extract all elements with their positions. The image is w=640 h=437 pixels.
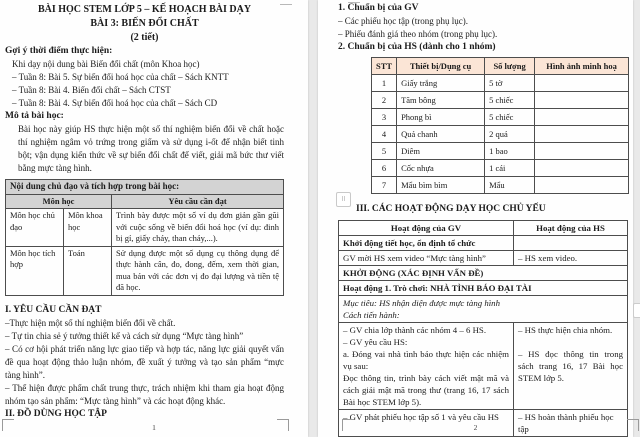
subject-type-cell: Môn học tích hợp: [6, 246, 64, 295]
doc-title-line1: BÀI HỌC STEM LỚP 5 – KẾ HOẠCH BÀI DẠY: [37, 4, 252, 15]
equipment-col-device: Thiết bị/Dụng cụ: [397, 58, 485, 75]
device-cell: Diêm: [397, 143, 485, 160]
table-row: [372, 126, 629, 143]
stt-cell: 1: [372, 75, 397, 92]
table-row: [372, 92, 629, 109]
qty-cell: Mẩu: [485, 177, 535, 194]
stt-cell: 2: [372, 92, 397, 109]
qty-cell: 1 cái: [485, 160, 535, 177]
equipment-table: [371, 57, 629, 194]
equipment-col-stt: STT: [372, 58, 397, 75]
activity-heading-cell: Hoạt động 1. Trò chơi: NHÀ TÌNH BÁO ĐẠI TÀI: [339, 281, 628, 296]
requirement-item: – Tự tin chia sẻ ý tưởng thiết kế và cách sử dụng “Mực tàng hình”: [5, 330, 244, 341]
description-heading: Mô tả bài học:: [5, 111, 64, 121]
device-cell: Giấy trắng: [397, 75, 485, 92]
device-cell: Mẩu bìm bìm: [397, 177, 485, 194]
objective-cell: [339, 296, 628, 323]
activities-col-gv: Hoạt động của GV: [339, 221, 514, 236]
objective-text: Mục tiêu: HS nhận diện được mực tàng hình: [343, 298, 500, 308]
device-cell: Phong bì: [397, 109, 485, 126]
comment-marker-button[interactable]: [633, 303, 640, 318]
content-integration-table: [5, 179, 284, 296]
prep-gv-item: – Các phiếu học tập (trong phụ lục).: [338, 16, 468, 26]
gv-step: a. Đóng vai nhà tình báo thực hiện các nhiệm vụ sau:: [343, 349, 509, 371]
stt-cell: 5: [372, 143, 397, 160]
table-row: [6, 246, 284, 295]
device-cell: Cốc nhựa: [397, 160, 485, 177]
steps-hs-cell: [514, 323, 628, 410]
gv-step: Đọc thông tin, trình bày cách viết mật mã và cách giải mật mã trong thư (trang 16, 17 sách Bài học STEM lớp 5).: [343, 373, 509, 407]
hint-heading: Gợi ý thời điểm thực hiện:: [5, 46, 113, 56]
hs-step: – HS đọc thông tin trong sách trang 16, 17 Bài học STEM lớp 5.: [518, 349, 623, 383]
document-page-1: [0, 0, 308, 437]
table-row: [372, 75, 629, 92]
qty-cell: 5 chiếc: [485, 92, 535, 109]
text-boundary-corner: [342, 419, 354, 431]
stt-cell: 7: [372, 177, 397, 194]
text-boundary-corner: [2, 419, 14, 431]
qty-cell: 5 tờ: [485, 75, 535, 92]
stt-cell: 3: [372, 109, 397, 126]
table-row: [339, 236, 628, 251]
qty-cell: 5 chiếc: [485, 109, 535, 126]
requirement-cell: Sử dụng được một số dụng cụ thông dụng để thực hành cân, đo, đong, đếm, xem thời gian, mua bán với các đơn vị đo đại lượng và tiền tệ đã học.: [112, 246, 284, 295]
activities-table: [338, 220, 628, 437]
content-table-col-requirement: Yêu cầu cần đạt: [112, 194, 284, 209]
stt-cell: 4: [372, 126, 397, 143]
subject-name-cell: Toán: [64, 246, 112, 295]
device-cell: Tăm bông: [397, 92, 485, 109]
steps-gv-cell: [339, 323, 514, 410]
hint-item: – Tuần 8: Bài 4. Sự biến đổi hoá học của chất – Sách CD: [12, 98, 218, 108]
video-gv-cell: GV mời HS xem video “Mực tàng hình”: [339, 251, 514, 266]
content-table-col-subject: Môn học: [6, 194, 112, 209]
table-row: [372, 143, 629, 160]
equipment-col-qty: Số lượng: [485, 58, 535, 75]
doc-title-line2: BÀI 3: BIẾN ĐỔI CHẤT: [90, 18, 199, 29]
page-number-2: 2: [473, 423, 478, 432]
subject-type-cell: Môn học chủ đạo: [6, 209, 64, 247]
requirement-item: – Thể hiện được phẩm chất trung thực, trách nhiệm khi tham gia hoạt động nhóm tạo sản phẩm: “Mực tàng hình” và các hoạt động khác.: [5, 382, 284, 406]
image-cell: [535, 92, 629, 109]
hint-item: – Tuần 8: Bài 5. Sự biến đổi hoá học của chất – Sách KNTT: [12, 72, 229, 82]
empty-cell: [514, 236, 628, 251]
prep-hs-heading: 2. Chuẩn bị của HS (dành cho 1 nhóm): [338, 42, 496, 52]
document-page-2: [318, 0, 633, 437]
qty-cell: 1 bao: [485, 143, 535, 160]
device-cell: Quả chanh: [397, 126, 485, 143]
requirement-item: – Có cơ hội phát triển năng lực giao tiếp và hợp tác, năng lực giải quyết vấn đề qua hoạt động thảo luận nhóm, đề xuất ý tưởng và tạo sản phẩm “mực tàng hình”.: [5, 343, 284, 380]
table-row: [339, 251, 628, 266]
qty-cell: 2 quả: [485, 126, 535, 143]
prep-gv-heading: 1. Chuẩn bị của GV: [338, 3, 419, 13]
image-cell: [535, 143, 629, 160]
section-3-heading: III. CÁC HOẠT ĐỘNG DẠY HỌC CHỦ YẾU: [356, 204, 546, 214]
section-2-heading: II. ĐỒ DÙNG HỌC TẬP: [5, 408, 107, 419]
requirement-cell: Trình bày được một số ví dụ đơn giản gần gũi với cuộc sống về biến đổi hoá học (ví dụ: đinh bị gỉ, giấy cháy, than cháy,...).: [112, 209, 284, 247]
table-row: [6, 209, 284, 247]
table-row: [372, 109, 629, 126]
text-boundary-corner: [277, 419, 289, 431]
image-cell: [535, 160, 629, 177]
section-1-heading: I. YÊU CẦU CẦN ĐẠT: [5, 304, 102, 315]
stt-cell: 6: [372, 160, 397, 177]
warmup-label-cell: Khởi động tiết học, ổn định tổ chức: [339, 236, 514, 251]
subject-name-cell: Môn khoa học: [64, 209, 112, 247]
text-boundary-mark: [280, 4, 292, 5]
image-cell: [535, 177, 629, 194]
text-boundary-corner: [627, 419, 639, 431]
table-row: [339, 281, 628, 296]
outline-marker-button[interactable]: II: [336, 192, 351, 207]
table-row: [372, 160, 629, 177]
gv-step: – GV yêu cầu HS:: [343, 337, 408, 347]
hint-item: – Tuần 8: Bài 4. Biến đổi chất – Sách CTST: [12, 85, 171, 95]
phase-heading-cell: KHỞI ĐỘNG (XÁC ĐỊNH VẤN ĐỀ): [339, 266, 628, 281]
image-cell: [535, 109, 629, 126]
table-row: [339, 323, 628, 410]
equipment-col-image: Hình ảnh minh hoạ: [535, 58, 629, 75]
video-hs-cell: – HS xem video.: [514, 251, 628, 266]
table-row: [339, 296, 628, 323]
page-number-1: 1: [152, 423, 156, 432]
gv-step: – GV chia lớp thành các nhóm 4 – 6 HS.: [343, 325, 487, 335]
table-row: [339, 266, 628, 281]
image-cell: [535, 126, 629, 143]
handout-hs-cell: – HS hoàn thành phiếu học tập: [514, 410, 628, 437]
activities-col-hs: Hoạt động của HS: [514, 221, 628, 236]
hs-step: – HS thực hiện chia nhóm.: [518, 325, 613, 335]
description-body: Bài học này giúp HS thực hiện một số thí nghiệm biến đổi về chất hoặc thí nghiệm ngâm vỏ trứng trong giấm và sử dụng i-ốt để nhận biết tinh bột; vận dụng kiến thức về sự biến đổi chất để viết, giải mã bức thư viết bằng mực tàng hình.: [18, 124, 284, 173]
doc-title-line3: (2 tiết): [130, 32, 159, 43]
hint-intro: Khi dạy nội dung bài Biến đổi chất (môn Khoa học): [12, 59, 200, 69]
handout-gv-cell: – GV phát phiếu học tập số 1 và yêu cầu HS: [339, 410, 514, 437]
image-cell: [535, 75, 629, 92]
requirement-item: –Thực hiện một số thí nghiệm biến đổi về chất.: [5, 317, 176, 328]
text-boundary-mark: [348, 2, 360, 3]
method-label: Cách tiến hành:: [343, 310, 400, 320]
content-table-caption: Nội dung chủ đạo và tích hợp trong bài học:: [6, 180, 284, 195]
table-row: [372, 177, 629, 194]
prep-gv-item: – Phiếu đánh giá theo nhóm (trong phụ lục).: [338, 29, 498, 39]
